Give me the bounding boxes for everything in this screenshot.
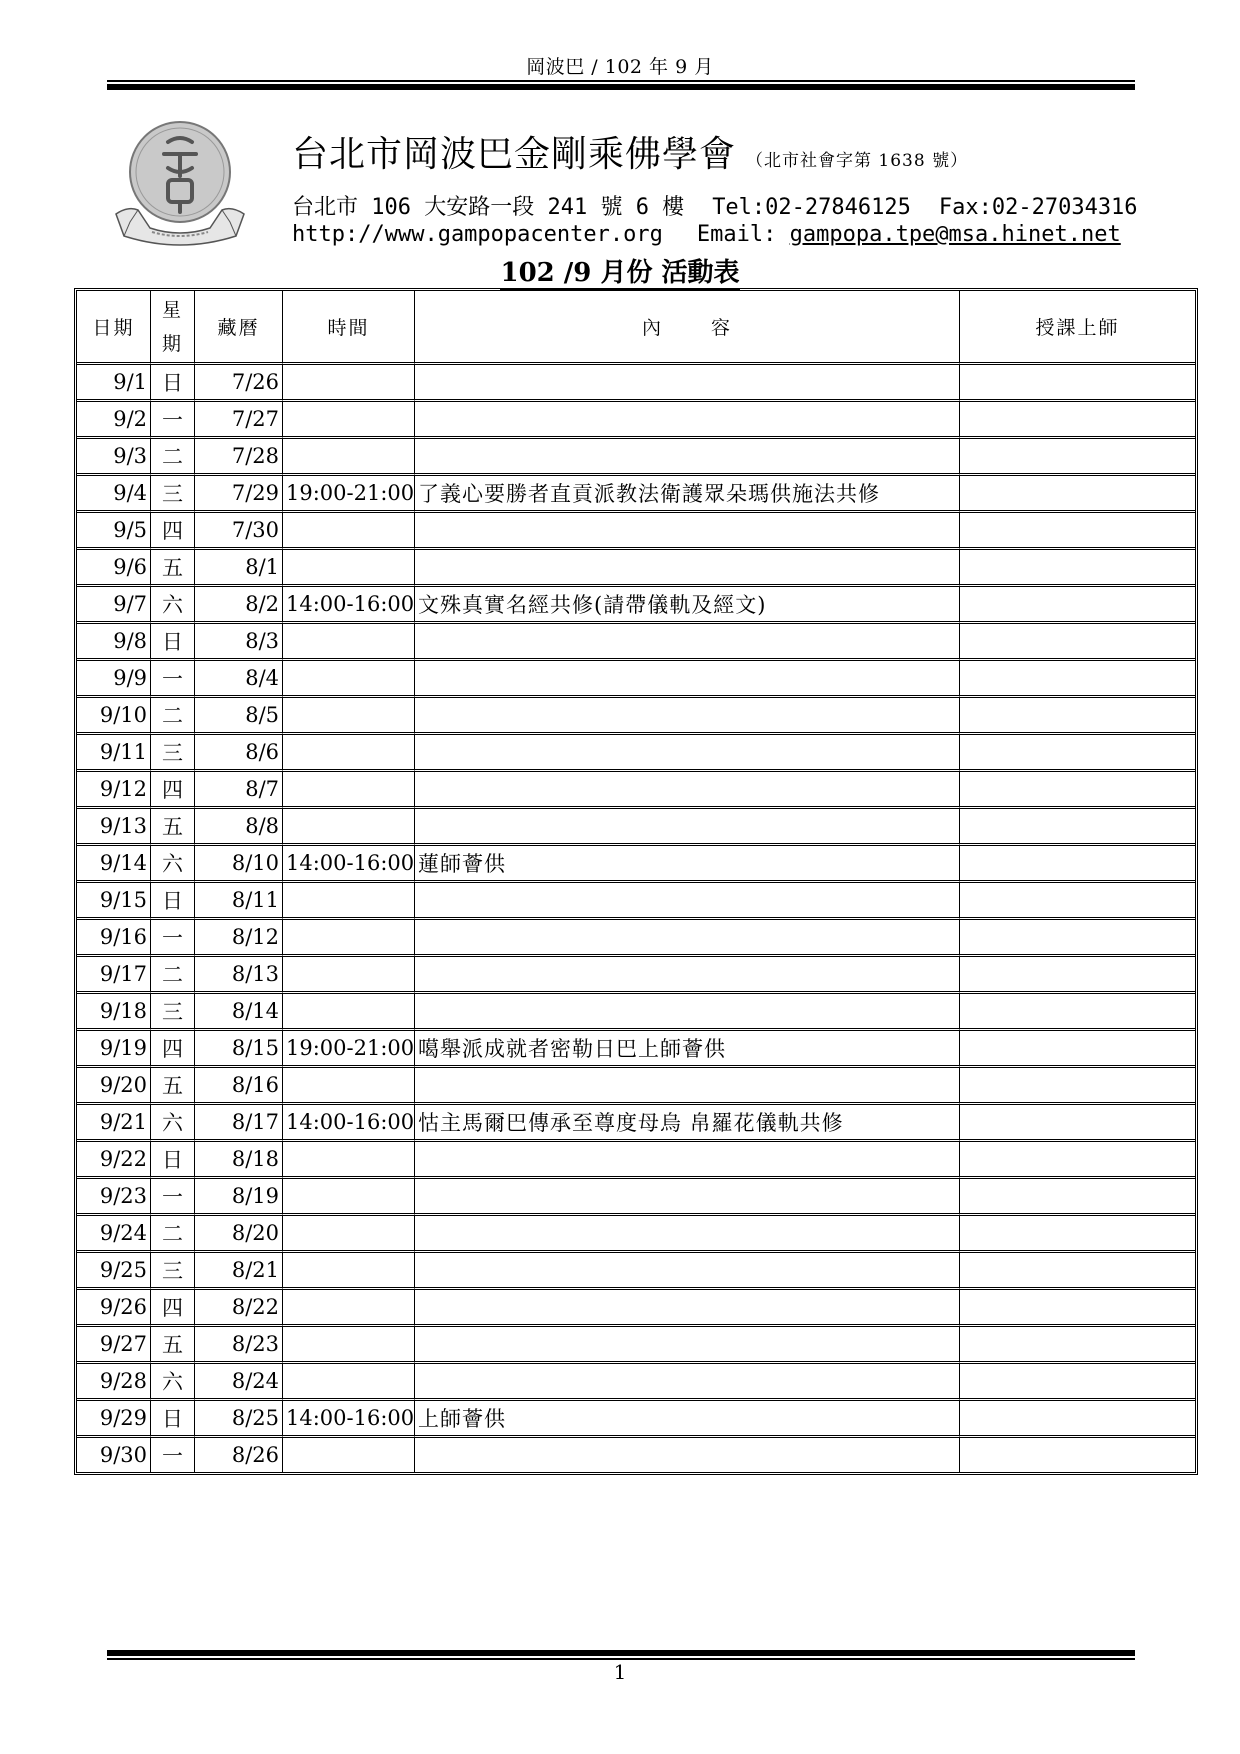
tibetan-date-cell: 8/1 (195, 550, 283, 587)
teacher-cell (960, 1216, 1195, 1253)
date-cell: 9/5 (77, 513, 151, 550)
fax: Fax:02-27034316 (938, 195, 1138, 220)
weekday-cell: 日 (151, 1142, 195, 1179)
content-cell: 噶舉派成就者密勒日巴上師薈供 (415, 1031, 960, 1068)
weekday-cell: 六 (151, 587, 195, 624)
teacher-cell (960, 1105, 1195, 1142)
teacher-cell (960, 735, 1195, 772)
weekday-cell: 一 (151, 402, 195, 439)
teacher-cell (960, 1438, 1195, 1472)
teacher-cell (960, 1364, 1195, 1401)
weekday-cell: 日 (151, 624, 195, 661)
time-cell (283, 883, 415, 920)
tibetan-date-cell: 8/4 (195, 661, 283, 698)
tibetan-date-cell: 7/26 (195, 365, 283, 402)
address-line (292, 190, 1138, 221)
tibetan-date-cell: 8/26 (195, 1438, 283, 1472)
content-cell (415, 698, 960, 735)
tibetan-date-cell: 8/3 (195, 624, 283, 661)
time-cell (283, 735, 415, 772)
tibetan-date-cell: 7/27 (195, 402, 283, 439)
table-row (77, 1031, 1195, 1068)
weekday-header-top: 星 (161, 298, 183, 321)
tibetan-date-cell: 8/14 (195, 994, 283, 1031)
table-row (77, 550, 1195, 587)
teacher-cell (960, 698, 1195, 735)
tibetan-date-cell: 7/29 (195, 476, 283, 513)
date-cell: 9/2 (77, 402, 151, 439)
content-cell (415, 920, 960, 957)
time-cell (283, 698, 415, 735)
page-number: 1 (613, 1660, 627, 1684)
weekday-cell: 五 (151, 1327, 195, 1364)
date-cell: 9/29 (77, 1401, 151, 1438)
weekday-cell: 五 (151, 550, 195, 587)
date-cell: 9/30 (77, 1438, 151, 1472)
table-row (77, 476, 1195, 513)
date-cell: 9/15 (77, 883, 151, 920)
weekday-cell: 一 (151, 1438, 195, 1472)
table-row (77, 1253, 1195, 1290)
web-line (292, 222, 1121, 247)
content-cell: 上師薈供 (415, 1401, 960, 1438)
weekday-cell: 五 (151, 809, 195, 846)
organization-name (292, 126, 968, 177)
table-row (77, 846, 1195, 883)
weekday-cell: 四 (151, 513, 195, 550)
content-cell (415, 402, 960, 439)
time-cell: 14:00-16:00 (283, 846, 415, 883)
teacher-cell (960, 994, 1195, 1031)
time-cell (283, 624, 415, 661)
schedule-table-container (74, 288, 1192, 1475)
content-cell (415, 1253, 960, 1290)
organization-name-text: 台北市岡波巴金剛乘佛學會 (292, 134, 737, 175)
table-row (77, 772, 1195, 809)
table-row (77, 365, 1195, 402)
weekday-cell: 二 (151, 698, 195, 735)
tibetan-date-cell: 8/15 (195, 1031, 283, 1068)
weekday-cell: 三 (151, 994, 195, 1031)
tibetan-date-cell: 8/25 (195, 1401, 283, 1438)
weekday-cell: 一 (151, 1179, 195, 1216)
tibetan-date-cell: 8/8 (195, 809, 283, 846)
content-cell (415, 1364, 960, 1401)
date-cell: 9/11 (77, 735, 151, 772)
table-row (77, 1216, 1195, 1253)
time-cell (283, 402, 415, 439)
content-cell (415, 883, 960, 920)
content-cell (415, 1068, 960, 1105)
table-row (77, 735, 1195, 772)
teacher-cell (960, 1031, 1195, 1068)
table-row (77, 1105, 1195, 1142)
date-cell: 9/3 (77, 439, 151, 476)
website-link[interactable]: http://www.gampopacenter.org (292, 222, 663, 247)
weekday-cell: 五 (151, 1068, 195, 1105)
date-cell: 9/9 (77, 661, 151, 698)
weekday-cell: 三 (151, 1253, 195, 1290)
content-cell: 了義心要勝者直貢派教法衛護眾朵瑪供施法共修 (415, 476, 960, 513)
tibetan-date-cell: 7/30 (195, 513, 283, 550)
date-cell: 9/13 (77, 809, 151, 846)
column-header-teacher: 授課上師 (960, 291, 1195, 365)
column-header-content (415, 291, 960, 365)
schedule-body (77, 365, 1195, 1472)
tibetan-date-cell: 8/24 (195, 1364, 283, 1401)
telephone: Tel:02-27846125 (712, 195, 911, 220)
teacher-cell (960, 513, 1195, 550)
content-cell (415, 772, 960, 809)
time-cell (283, 1327, 415, 1364)
tibetan-date-cell: 8/21 (195, 1253, 283, 1290)
tibetan-date-cell: 8/18 (195, 1142, 283, 1179)
time-cell: 14:00-16:00 (283, 1105, 415, 1142)
date-cell: 9/8 (77, 624, 151, 661)
date-cell: 9/17 (77, 957, 151, 994)
time-cell (283, 920, 415, 957)
table-row (77, 1068, 1195, 1105)
content-cell (415, 994, 960, 1031)
table-row (77, 883, 1195, 920)
table-row (77, 809, 1195, 846)
date-cell: 9/19 (77, 1031, 151, 1068)
header-rule (107, 80, 1135, 90)
date-cell: 9/10 (77, 698, 151, 735)
teacher-cell (960, 1068, 1195, 1105)
content-cell: 蓮師薈供 (415, 846, 960, 883)
time-cell: 14:00-16:00 (283, 1401, 415, 1438)
date-cell: 9/1 (77, 365, 151, 402)
tibetan-date-cell: 8/19 (195, 1179, 283, 1216)
time-cell (283, 550, 415, 587)
teacher-cell (960, 883, 1195, 920)
time-cell (283, 1253, 415, 1290)
content-cell (415, 1327, 960, 1364)
tibetan-date-cell: 8/12 (195, 920, 283, 957)
tibetan-date-cell: 7/28 (195, 439, 283, 476)
date-cell: 9/22 (77, 1142, 151, 1179)
time-cell: 19:00-21:00 (283, 476, 415, 513)
time-cell (283, 1364, 415, 1401)
teacher-cell (960, 550, 1195, 587)
content-cell (415, 735, 960, 772)
tibetan-date-cell: 8/23 (195, 1327, 283, 1364)
teacher-cell (960, 772, 1195, 809)
tibetan-date-cell: 8/7 (195, 772, 283, 809)
teacher-cell (960, 846, 1195, 883)
table-row (77, 1364, 1195, 1401)
date-cell: 9/24 (77, 1216, 151, 1253)
table-header-row (77, 291, 1195, 365)
time-cell (283, 1142, 415, 1179)
weekday-cell: 日 (151, 883, 195, 920)
email-link[interactable]: gampopa.tpe@msa.hinet.net (789, 222, 1121, 247)
teacher-cell (960, 809, 1195, 846)
weekday-cell: 四 (151, 772, 195, 809)
date-cell: 9/18 (77, 994, 151, 1031)
time-cell (283, 1179, 415, 1216)
date-cell: 9/7 (77, 587, 151, 624)
date-cell: 9/16 (77, 920, 151, 957)
teacher-cell (960, 587, 1195, 624)
tibetan-date-cell: 8/22 (195, 1290, 283, 1327)
content-cell (415, 439, 960, 476)
weekday-cell: 三 (151, 476, 195, 513)
schedule-title (0, 252, 1240, 289)
table-row (77, 587, 1195, 624)
date-cell: 9/6 (77, 550, 151, 587)
table-row (77, 1179, 1195, 1216)
date-cell: 9/21 (77, 1105, 151, 1142)
tibetan-date-cell: 8/13 (195, 957, 283, 994)
content-cell (415, 1290, 960, 1327)
table-row (77, 920, 1195, 957)
time-cell: 14:00-16:00 (283, 587, 415, 624)
time-cell (283, 1068, 415, 1105)
tibetan-date-cell: 8/2 (195, 587, 283, 624)
content-cell (415, 365, 960, 402)
schedule-table (74, 288, 1198, 1475)
organization-logo-icon (108, 110, 248, 250)
content-cell: 怙主馬爾巴傳承至尊度母烏 帛羅花儀軌共修 (415, 1105, 960, 1142)
table-row (77, 1327, 1195, 1364)
teacher-cell (960, 1179, 1195, 1216)
time-cell (283, 439, 415, 476)
table-row (77, 1401, 1195, 1438)
date-cell: 9/12 (77, 772, 151, 809)
date-cell: 9/20 (77, 1068, 151, 1105)
table-row (77, 624, 1195, 661)
tibetan-date-cell: 8/6 (195, 735, 283, 772)
date-cell: 9/4 (77, 476, 151, 513)
content-header-right: 容 (711, 317, 733, 339)
running-head: 岡波巴 / 102 年 9 月 (526, 56, 714, 78)
time-cell (283, 957, 415, 994)
time-cell (283, 1216, 415, 1253)
table-row (77, 1142, 1195, 1179)
registration-number: （北市社會字第 1638 號） (746, 151, 969, 171)
teacher-cell (960, 1253, 1195, 1290)
date-cell: 9/28 (77, 1364, 151, 1401)
tibetan-date-cell: 8/20 (195, 1216, 283, 1253)
weekday-cell: 三 (151, 735, 195, 772)
teacher-cell (960, 624, 1195, 661)
content-cell (415, 1216, 960, 1253)
table-row (77, 1438, 1195, 1472)
table-row (77, 698, 1195, 735)
tibetan-date-cell: 8/11 (195, 883, 283, 920)
date-cell: 9/27 (77, 1327, 151, 1364)
content-cell (415, 809, 960, 846)
weekday-cell: 二 (151, 439, 195, 476)
weekday-cell: 六 (151, 846, 195, 883)
email-label: Email: (696, 222, 777, 247)
teacher-cell (960, 402, 1195, 439)
teacher-cell (960, 1142, 1195, 1179)
date-cell: 9/14 (77, 846, 151, 883)
time-cell (283, 513, 415, 550)
weekday-cell: 四 (151, 1031, 195, 1068)
tibetan-date-cell: 8/5 (195, 698, 283, 735)
content-cell: 文殊真實名經共修(請帶儀軌及經文) (415, 587, 960, 624)
time-cell: 19:00-21:00 (283, 1031, 415, 1068)
content-header-left: 內 (641, 317, 663, 339)
table-row (77, 957, 1195, 994)
table-row (77, 439, 1195, 476)
weekday-cell: 六 (151, 1105, 195, 1142)
weekday-cell: 六 (151, 1364, 195, 1401)
time-cell (283, 661, 415, 698)
content-cell (415, 1179, 960, 1216)
teacher-cell (960, 476, 1195, 513)
date-cell: 9/26 (77, 1290, 151, 1327)
content-cell (415, 957, 960, 994)
table-row (77, 1290, 1195, 1327)
tibetan-date-cell: 8/17 (195, 1105, 283, 1142)
column-header-tibetan-calendar: 藏曆 (195, 291, 283, 365)
time-cell (283, 809, 415, 846)
column-header-date: 日期 (77, 291, 151, 365)
content-cell (415, 661, 960, 698)
content-cell (415, 550, 960, 587)
date-cell: 9/23 (77, 1179, 151, 1216)
footer-rule (107, 1650, 1135, 1660)
column-header-weekday (151, 291, 195, 365)
content-cell (415, 513, 960, 550)
teacher-cell (960, 957, 1195, 994)
weekday-cell: 日 (151, 365, 195, 402)
address: 台北市 106 大安路一段 241 號 6 樓 (292, 195, 685, 220)
teacher-cell (960, 1290, 1195, 1327)
weekday-cell: 四 (151, 1290, 195, 1327)
teacher-cell (960, 439, 1195, 476)
content-cell (415, 1142, 960, 1179)
table-row (77, 402, 1195, 439)
weekday-cell: 二 (151, 957, 195, 994)
content-cell (415, 624, 960, 661)
content-cell (415, 1438, 960, 1472)
time-cell (283, 365, 415, 402)
table-row (77, 513, 1195, 550)
weekday-header-bottom: 期 (161, 332, 183, 355)
weekday-cell: 二 (151, 1216, 195, 1253)
time-cell (283, 772, 415, 809)
teacher-cell (960, 920, 1195, 957)
schedule-title-text: 102 /9 月份 活動表 (500, 258, 739, 291)
date-cell: 9/25 (77, 1253, 151, 1290)
teacher-cell (960, 1327, 1195, 1364)
tibetan-date-cell: 8/16 (195, 1068, 283, 1105)
column-header-time: 時間 (283, 291, 415, 365)
teacher-cell (960, 365, 1195, 402)
time-cell (283, 1290, 415, 1327)
tibetan-date-cell: 8/10 (195, 846, 283, 883)
teacher-cell (960, 1401, 1195, 1438)
weekday-cell: 一 (151, 661, 195, 698)
teacher-cell (960, 661, 1195, 698)
table-row (77, 994, 1195, 1031)
weekday-cell: 一 (151, 920, 195, 957)
time-cell (283, 994, 415, 1031)
table-row (77, 661, 1195, 698)
weekday-cell: 日 (151, 1401, 195, 1438)
time-cell (283, 1438, 415, 1472)
